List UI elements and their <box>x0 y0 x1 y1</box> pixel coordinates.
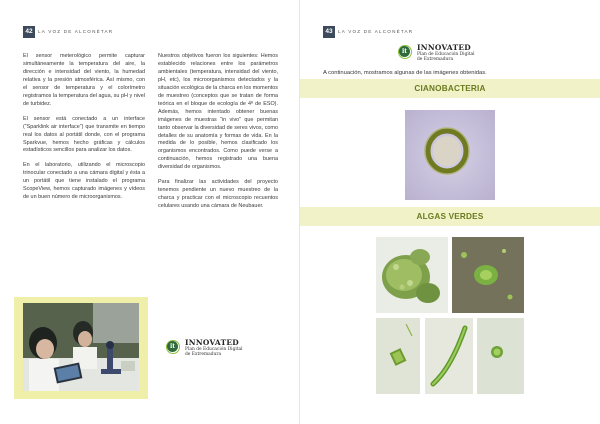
paragraph: Nuestros objetivos fueron los siguientes: Hemos establecido relaciones entre los parámetros ambientales (temperatura, intensidad del viento, pH, etc), los microorganismos detectados y la situación ecológica de la charca en los momentos de muestreo (conceptos que se tratan de forma teórica en el bloque de ecología de 4º de ESO). Además, hemos intentado obtener buenas imágenes de muestras “in vivo” que permitan tanto observar la diversidad de seres vivos, como detalles de su anatomía y formas de vida. En la medida de lo posible, hemos clasificado los organismos encontrados. Como puede verse a continuación, hemos registrado una buena diversidad de organismos. <box>158 53 278 171</box>
logo-badge <box>398 45 414 61</box>
round-algae-image <box>477 318 524 394</box>
logo-badge <box>166 340 182 356</box>
paragraph: El sensor está conectado a un interface (“Sparklink air interface”) que transmite en tiempo real los datos al portátil donde, con el programa Sparkvue, hemos hecho gráficas y cálculos estadísticos sencillos para analizar los datos. <box>23 115 145 154</box>
logo-subtitle-line2: de Extremadura <box>185 352 222 358</box>
page-number: 43 <box>323 26 335 38</box>
logo-subtitle-line1: Plan de Educación Digital <box>185 347 243 353</box>
innovated-logo <box>166 339 243 357</box>
green-algae-micrograph-5 <box>477 318 524 394</box>
logo-it-mark: it <box>167 341 178 352</box>
section-band-cianobacteria: CIANOBACTERIA <box>300 79 600 98</box>
lab-scene-illustration <box>23 303 139 391</box>
cyanobacteria-micrograph <box>405 110 495 200</box>
lab-photo <box>23 303 139 391</box>
logo-title: INNOVATED <box>417 43 472 52</box>
green-algae-micrograph-2 <box>452 237 524 313</box>
green-algae-micrograph-3 <box>376 318 420 394</box>
section-band-algas-verdes: ALGAS VERDES <box>300 207 600 226</box>
green-algae-micrograph-4 <box>425 318 473 394</box>
paragraph: El sensor meterológico permite capturar simultáneamente la temperatura del aire, la dirección e intensidad del viento, la humedad relativa y la presión atmosférica. Así mismo, con el sensor de temperatura y el colorímetro registramos la temperatura del agua, su pH y nivel de turbidez. <box>23 53 145 107</box>
green-algae-micrograph-1 <box>376 237 448 313</box>
paragraph: Para finalizar las actividades del proyecto tenemos pendiente un nuevo muestreo de la charca y practicar con el microscopio recuentos celulares usando una cámara de Neubauer. <box>158 179 278 210</box>
running-head: LA VOZ DE ALCONÉTAR <box>338 29 414 34</box>
right-page <box>300 0 600 424</box>
logo-it-mark: it <box>399 46 410 57</box>
cyanobacteria-colony-image <box>405 110 495 200</box>
text-column-1 <box>23 53 145 209</box>
closterium-image <box>425 318 473 394</box>
running-head: LA VOZ DE ALCONÉTAR <box>38 29 114 34</box>
algae-cluster-image <box>376 237 448 313</box>
desmid-image <box>376 318 420 394</box>
paragraph: En el laboratorio, utilizando el microscopio trinocular conectado a una cámara digital y ésta a un portátil que tiene instalado el programa ScopeView, hemos capturado imágenes y vídeos de un buen número de microorganismos. <box>23 162 145 201</box>
logo-subtitle-line1: Plan de Educación Digital <box>417 52 475 58</box>
text-column-2 <box>158 53 278 218</box>
innovated-logo <box>398 44 475 62</box>
page-number: 42 <box>23 26 35 38</box>
logo-subtitle-line2: de Extremadura <box>417 57 454 63</box>
algae-debris-image <box>452 237 524 313</box>
logo-title: INNOVATED <box>185 338 240 347</box>
intro-text: A continuación, mostramos algunas de las imágenes obtenidas. <box>323 70 487 76</box>
